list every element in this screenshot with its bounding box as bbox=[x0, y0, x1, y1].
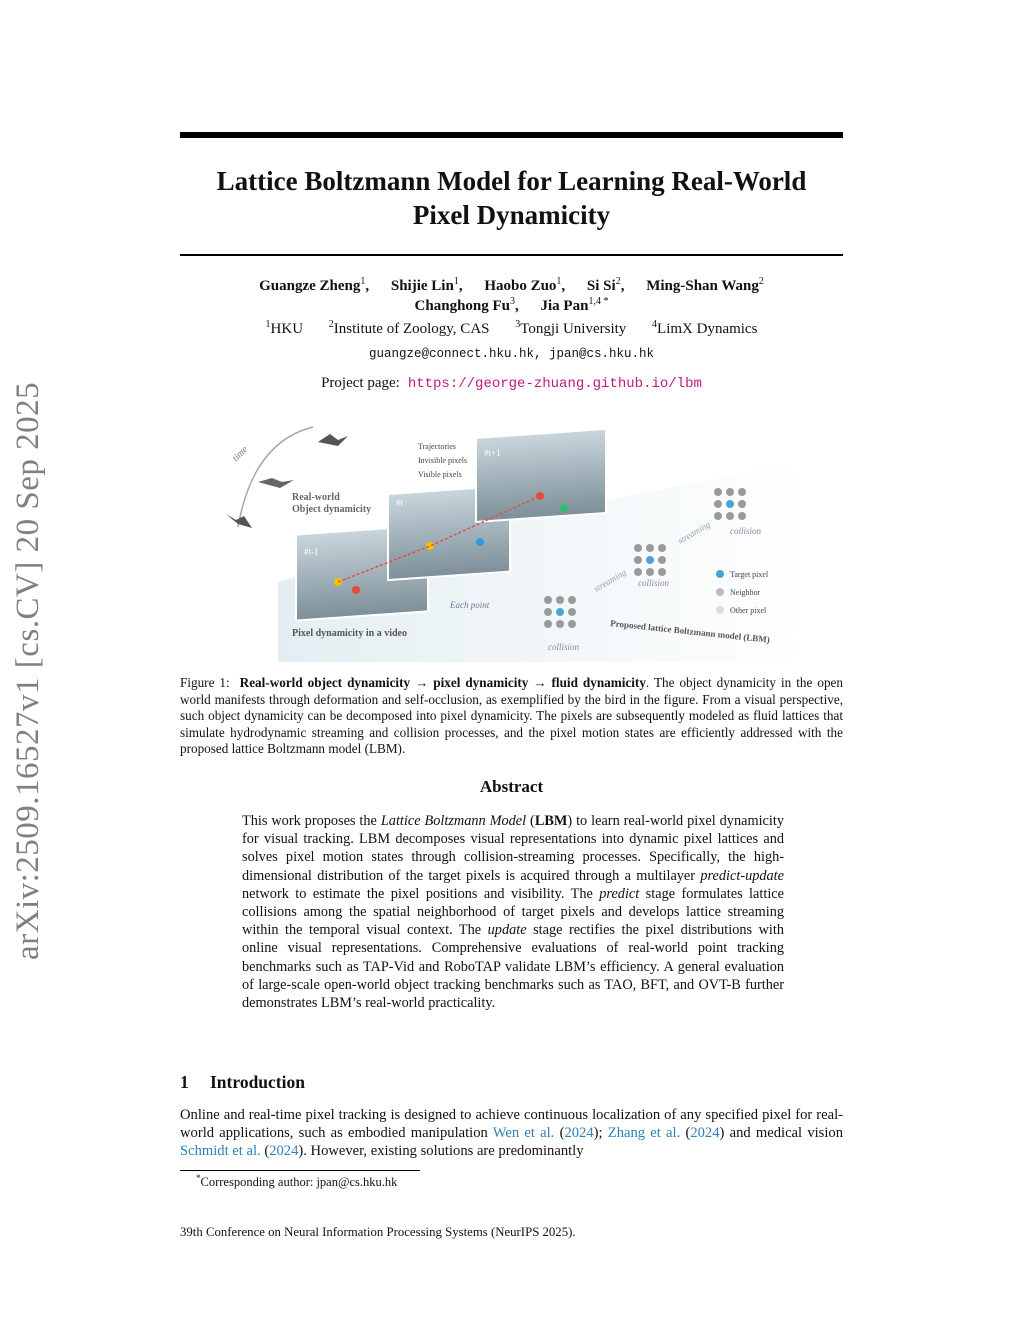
frame-t-plus-1 bbox=[476, 429, 606, 522]
section-number: 1 bbox=[180, 1072, 189, 1092]
label-proposed-lbm: Proposed lattice Boltzmann model (LBM) bbox=[609, 618, 771, 645]
paper-title bbox=[180, 164, 843, 232]
tracked-point bbox=[352, 586, 360, 594]
affil-name: LimX Dynamics bbox=[657, 321, 758, 337]
caption-label: Figure 1: bbox=[180, 675, 230, 690]
author-name: Jia Pan bbox=[540, 298, 589, 314]
teaser-figure bbox=[218, 422, 808, 662]
intro-text: ) and medical vision bbox=[719, 1125, 843, 1142]
label-collision: collision bbox=[548, 642, 579, 652]
label-t: #t bbox=[396, 498, 404, 508]
author-sup: 1 bbox=[556, 276, 562, 287]
bird-icon bbox=[226, 514, 252, 528]
citation-link[interactable]: Zhang et al. bbox=[607, 1125, 681, 1142]
caption-bold: Real-world object dynamicity → pixel dynamicity → fluid dynamicity bbox=[239, 675, 646, 690]
citation-link[interactable]: Schmidt et al. bbox=[180, 1143, 261, 1160]
intro-paragraph bbox=[180, 1106, 843, 1161]
affil-sup: 3 bbox=[515, 319, 521, 330]
author-sup: 1 bbox=[360, 276, 366, 287]
author-line-1: Guangze Zheng$^1$, Shijie Lin$^1$, Haobo Zuo$^1$, Si Si$^2$, Ming-Shan Wang$^2$ bbox=[259, 276, 764, 294]
author-name: Guangze Zheng bbox=[259, 278, 361, 294]
section-heading bbox=[180, 1072, 305, 1093]
author-name: Changhong Fu bbox=[414, 298, 511, 314]
abstract-emphasis: predict bbox=[599, 885, 640, 902]
author-name: Ming-Shan Wang bbox=[646, 278, 759, 294]
author-line-2: Changhong Fu$^3$, Jia Pan$^{1,4 *}$ bbox=[414, 296, 609, 314]
intro-text: Online and real-time pixel tracking is designed to achieve continuous localization of any specified pixel for real-world applications, such as embodied manipulation bbox=[180, 1107, 843, 1142]
author-sup: 1,4 * bbox=[588, 296, 609, 307]
figure-caption bbox=[180, 675, 843, 758]
footnote-rule bbox=[180, 1170, 420, 1171]
label-pixel-video: Pixel dynamicity in a video bbox=[292, 628, 407, 639]
author-name: Haobo Zuo bbox=[484, 278, 557, 294]
citation-year-link[interactable]: 2024 bbox=[564, 1125, 594, 1142]
footnote bbox=[196, 1175, 397, 1190]
footnote-text: Corresponding author: jpan@cs.hku.hk bbox=[200, 1175, 398, 1189]
author-name: Si Si bbox=[586, 278, 616, 294]
tracked-point bbox=[476, 538, 484, 546]
legend-invisible: Invisible pixels bbox=[418, 456, 468, 465]
abstract-text: stage rectifies the pixel distributions with online visual representations. Comprehensive evaluations of real-world point tracking benchmarks such as TAP-Vid and RoboTAP validate LBM’s efficiency. A general evaluation of large-scale open-world object tracking benchmarks such as TAO, BFT, and OVT-B further demonstrates LBM’s real-world practicality. bbox=[242, 922, 784, 1012]
affil-sup: 4 bbox=[652, 319, 658, 330]
legend-other-pixel: Other pixel bbox=[730, 606, 767, 615]
affil-name: HKU bbox=[270, 321, 304, 337]
author-sup: 1 bbox=[453, 276, 459, 287]
author-sup: 2 bbox=[615, 276, 621, 287]
bird-icon bbox=[258, 478, 294, 488]
affil-sup: 1 bbox=[265, 319, 271, 330]
caption-text: . The object dynamicity in the open world manifests through deformation and self-occlusion, as exemplified by the bird in the figure. From a visual perspective, such object dynamicity can be decomposed into pixel dynamicity. The pixels are subsequently modeled as fluid lattices that simulate hydrodynamic streaming and collision processes, and the pixel motion states are efficiently addressed with the proposed lattice Boltzmann model (LBM). bbox=[180, 675, 843, 757]
tracked-point bbox=[560, 504, 568, 512]
intro-text: ( bbox=[554, 1125, 565, 1142]
label-time: time bbox=[230, 444, 251, 465]
legend-trajectories: Trajectories bbox=[418, 442, 456, 451]
abstract-text: This work proposes the bbox=[242, 813, 381, 829]
intro-text: ). However, existing solutions are predominantly bbox=[298, 1143, 584, 1160]
project-page bbox=[180, 375, 843, 392]
author-list bbox=[180, 276, 843, 316]
label-object-dynamicity: Object dynamicity bbox=[292, 504, 372, 515]
title-bottom-rule bbox=[180, 254, 843, 256]
label-real-world: Real-world bbox=[292, 492, 340, 503]
citation-year-link[interactable]: 2024 bbox=[690, 1125, 720, 1142]
label-t-plus-1: #t+1 bbox=[484, 448, 501, 458]
abstract-heading: Abstract bbox=[479, 777, 544, 796]
lattice-grid-t-plus-1 bbox=[714, 488, 746, 520]
affil-sup: 2 bbox=[328, 319, 334, 330]
section-title: Introduction bbox=[210, 1072, 305, 1092]
abstract-text: stage formulates lattice collisions among the spatial neighborhood of target pixels and develops lattice streaming within the temporal visual context. The bbox=[242, 885, 784, 939]
abstract-emphasis: predict-update bbox=[700, 867, 784, 884]
intro-text: ); bbox=[593, 1125, 608, 1142]
legend-neighbor: Neighbor bbox=[730, 588, 761, 597]
intro-text: ( bbox=[680, 1125, 691, 1142]
legend-target-dot bbox=[716, 570, 724, 578]
abstract-emphasis: update bbox=[487, 922, 527, 939]
abstract-text: ( bbox=[526, 813, 535, 829]
affil-name: Institute of Zoology, CAS bbox=[333, 321, 490, 337]
label-collision: collision bbox=[730, 526, 761, 536]
abstract-body bbox=[242, 812, 784, 1012]
legend-neighbor-dot bbox=[716, 588, 724, 596]
abstract-text: network to estimate the pixel positions and visibility. The bbox=[242, 885, 600, 902]
legend-other-dot bbox=[716, 606, 724, 614]
label-collision: collision bbox=[638, 578, 669, 588]
tracked-point bbox=[426, 542, 434, 550]
title-line-1: Lattice Boltzmann Model for Learning Real-World bbox=[216, 166, 807, 196]
venue-footer: 39th Conference on Neural Information Processing Systems (NeurIPS 2025). bbox=[180, 1225, 576, 1239]
author-name: Shijie Lin bbox=[390, 278, 454, 294]
author-sup: 3 bbox=[510, 296, 516, 307]
label-streaming: streaming bbox=[592, 567, 628, 594]
project-label: Project page: bbox=[321, 375, 400, 391]
author-sup: 2 bbox=[758, 276, 764, 287]
abstract-emphasis: Lattice Boltzmann Model bbox=[380, 813, 527, 829]
label-each-point: Each point bbox=[450, 600, 490, 610]
title-top-rule bbox=[180, 132, 843, 138]
tracked-point bbox=[536, 492, 544, 500]
lattice-grid-t bbox=[634, 544, 666, 576]
arxiv-side-label: arXiv:2509.16527v1 [cs.CV] 20 Sep 2025 bbox=[10, 381, 46, 960]
label-t-minus-1: #t-1 bbox=[304, 547, 319, 557]
title-line-2: Pixel Dynamicity bbox=[412, 200, 611, 230]
intro-text: ( bbox=[260, 1143, 270, 1160]
legend-target-pixel: Target pixel bbox=[730, 570, 769, 579]
affil-name: Tongji University bbox=[520, 321, 627, 337]
affiliations bbox=[180, 321, 843, 338]
citation-link[interactable]: Wen et al. bbox=[492, 1125, 555, 1142]
author-emails: guangze@connect.hku.hk, jpan@cs.hku.hk bbox=[368, 347, 655, 361]
project-url-link[interactable]: https://george-zhuang.github.io/lbm bbox=[407, 376, 702, 392]
citation-year-link[interactable]: 2024 bbox=[269, 1143, 299, 1160]
bird-icon bbox=[318, 434, 348, 446]
legend-visible: Visible pixels bbox=[418, 470, 462, 479]
abstract-text: ) to learn real-world pixel dynamicity for visual tracking. LBM decomposes visual representations into dynamic pixel lattices and solves pixel motion states through collision-streaming processes. Specifically, the high-dimensional distribution of the target pixels is acquired through a multilayer bbox=[242, 813, 784, 884]
footnote-mark: * bbox=[196, 1173, 201, 1183]
label-streaming: streaming bbox=[676, 519, 712, 546]
lattice-grid-t-minus-1 bbox=[544, 596, 576, 628]
abstract-bold: LBM bbox=[534, 813, 568, 829]
